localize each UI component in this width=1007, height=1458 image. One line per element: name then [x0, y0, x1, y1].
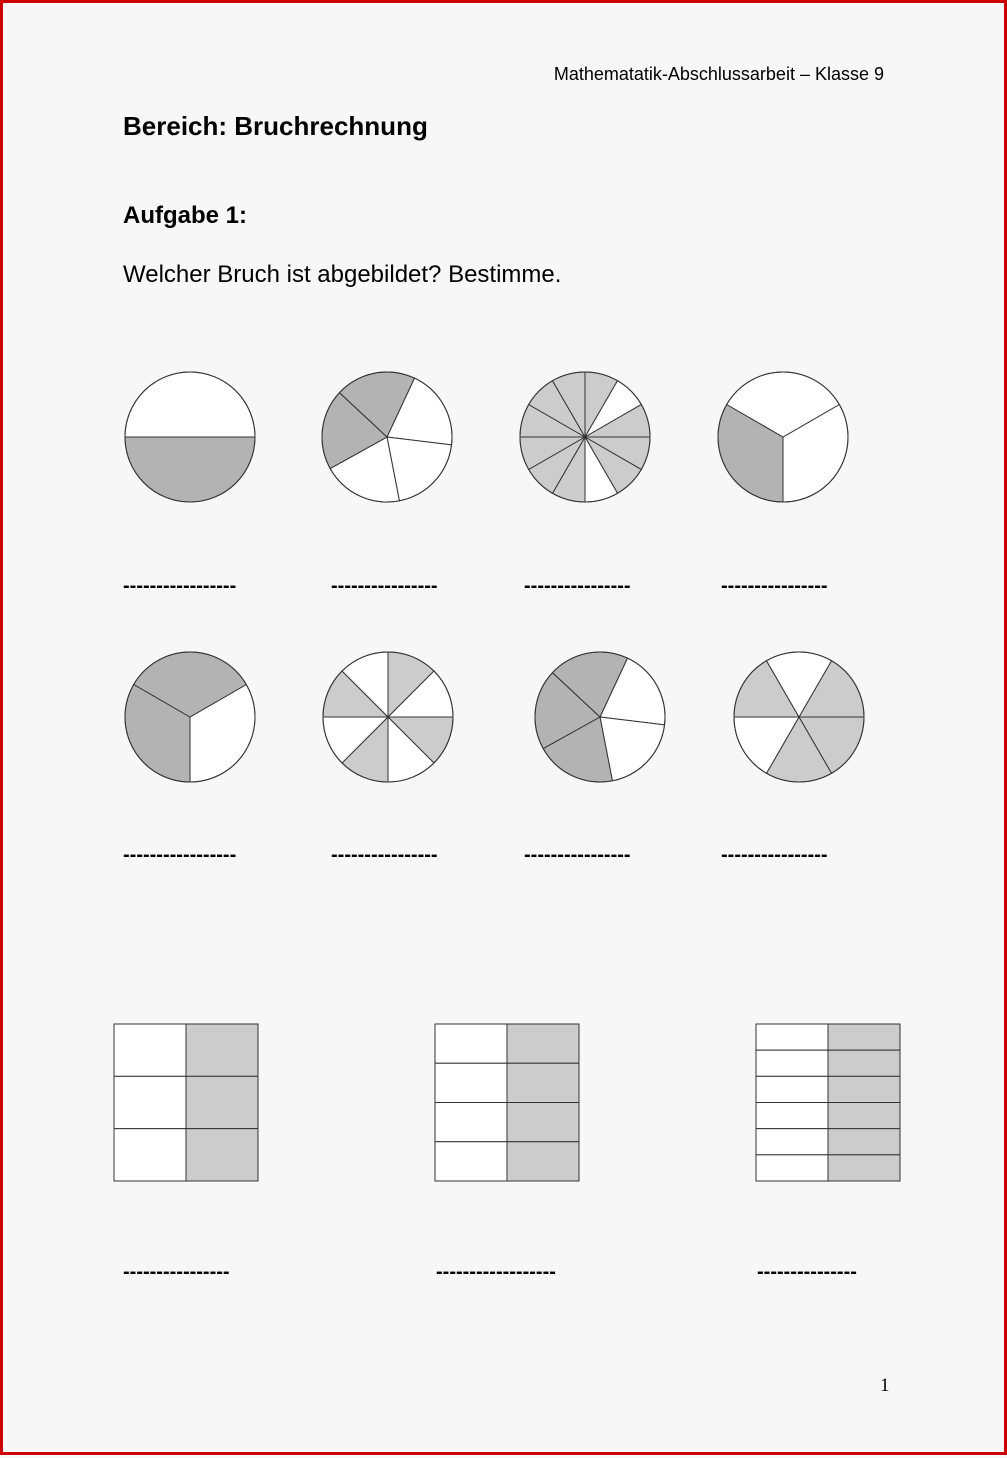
grid-2-cell-r2-c1 [435, 1063, 507, 1102]
grid-3-cell-r6-c2 [828, 1155, 900, 1181]
task-heading: Aufgabe 1: [123, 202, 248, 229]
fraction-grid-1 [114, 1024, 258, 1181]
answer-line-grid-1[interactable]: ---------------- [123, 1261, 230, 1283]
grid-2-cell-r4-c2 [507, 1142, 579, 1181]
section-title: Bereich: Bruchrechnung [123, 111, 428, 141]
answer-line-grid-3[interactable]: --------------- [757, 1261, 857, 1283]
grid-2-cell-r1-c1 [435, 1024, 507, 1063]
page-number: 1 [880, 1375, 890, 1396]
grid-2-cell-r3-c1 [435, 1103, 507, 1142]
grid-3-cell-r6-c1 [756, 1155, 828, 1181]
grid-3-cell-r5-c1 [756, 1129, 828, 1155]
grid-2-cell-r4-c1 [435, 1142, 507, 1181]
answer-line-circle-4[interactable]: ---------------- [721, 575, 828, 597]
grid-3-cell-r5-c2 [828, 1129, 900, 1155]
grid-3-cell-r1-c1 [756, 1024, 828, 1050]
fraction-circle-3 [520, 372, 650, 502]
grid-3-cell-r2-c2 [828, 1050, 900, 1076]
fraction-grid-3 [756, 1024, 900, 1181]
grid-1-cell-r1-c1 [114, 1024, 186, 1076]
grid-3-cell-r1-c2 [828, 1024, 900, 1050]
fraction-circle-7 [535, 652, 665, 782]
grid-2-cell-r2-c2 [507, 1063, 579, 1102]
fraction-circle-2 [322, 372, 452, 502]
fraction-grid-2 [435, 1024, 579, 1181]
grid-3-cell-r3-c2 [828, 1076, 900, 1102]
grid-2-cell-r1-c2 [507, 1024, 579, 1063]
fraction-circle-6 [323, 652, 453, 782]
fraction-figures [3, 3, 1007, 1458]
answer-line-circle-2[interactable]: ---------------- [331, 575, 438, 597]
fraction-circle-5 [125, 652, 255, 782]
grid-1-cell-r2-c1 [114, 1076, 186, 1128]
circle-1-segment-2 [125, 437, 255, 502]
fraction-circle-1 [125, 372, 255, 502]
answer-line-circle-6[interactable]: ---------------- [331, 844, 438, 866]
grid-1-cell-r1-c2 [186, 1024, 258, 1076]
task-prompt: Welcher Bruch ist abgebildet? Bestimme. [123, 261, 562, 288]
answer-line-grid-2[interactable]: ------------------ [436, 1261, 556, 1283]
grid-1-cell-r2-c2 [186, 1076, 258, 1128]
grid-1-cell-r3-c2 [186, 1129, 258, 1181]
answer-line-circle-7[interactable]: ---------------- [524, 844, 631, 866]
grid-3-cell-r4-c2 [828, 1103, 900, 1129]
grid-3-cell-r2-c1 [756, 1050, 828, 1076]
page-header: Mathematatik-Abschlussarbeit – Klasse 9 [553, 64, 884, 84]
grid-3-cell-r3-c1 [756, 1076, 828, 1102]
answer-line-circle-1[interactable]: ----------------- [123, 575, 237, 597]
grid-1-cell-r3-c1 [114, 1129, 186, 1181]
grid-2-cell-r3-c2 [507, 1103, 579, 1142]
grid-3-cell-r4-c1 [756, 1103, 828, 1129]
fraction-circle-8 [734, 652, 864, 782]
fraction-circle-4 [718, 372, 848, 502]
answer-line-circle-3[interactable]: ---------------- [524, 575, 631, 597]
circle-1-segment-1 [125, 372, 255, 437]
answer-line-circle-5[interactable]: ----------------- [123, 844, 237, 866]
answer-line-circle-8[interactable]: ---------------- [721, 844, 828, 866]
